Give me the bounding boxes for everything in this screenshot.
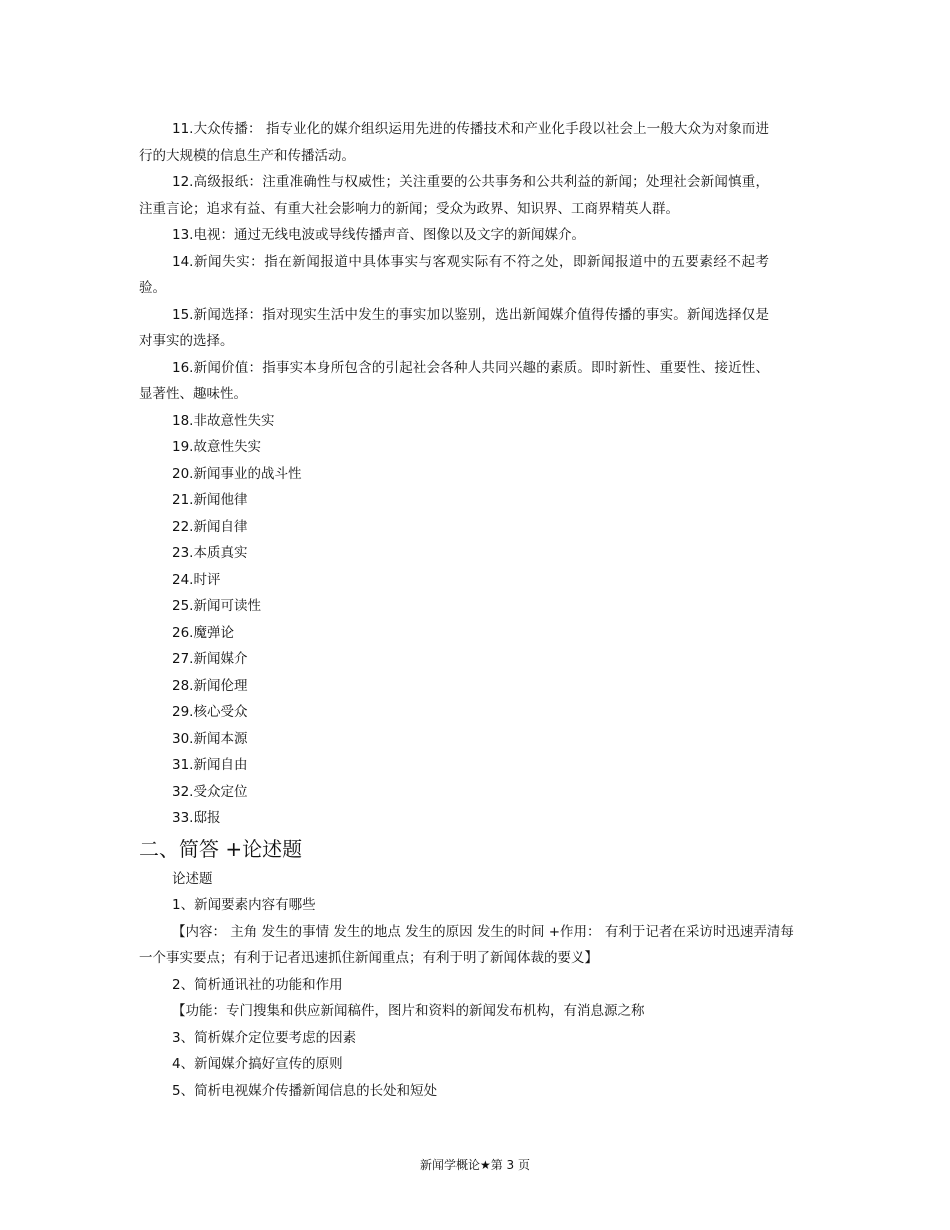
section-subheading: 论述题 bbox=[172, 870, 213, 887]
definition-text: 指对现实生活中发生的事实加以鉴别，选出新闻媒介值得传播的事实。新闻选择仅是对事实的选择。 bbox=[139, 306, 769, 349]
term-item: 26.魔弹论 bbox=[172, 624, 234, 641]
question-3: 3、简析媒介定位要考虑的因素 bbox=[172, 1029, 357, 1046]
term-item: 31.新闻自由 bbox=[172, 757, 248, 773]
definition-15 bbox=[139, 302, 769, 355]
term-item: 30.新闻本源 bbox=[172, 730, 248, 747]
definition-12 bbox=[139, 169, 769, 222]
question-4: 4、新闻媒介搞好宣传的原则 bbox=[172, 1056, 343, 1072]
definition-text: 指专业化的媒介组织运用先进的传播技术和产业化手段以社会上一般大众为对象而进行的大规模的信息生产和传播活动。 bbox=[139, 121, 769, 164]
term-item: 24.时评 bbox=[172, 571, 221, 588]
term-item: 28.新闻伦理 bbox=[172, 677, 248, 694]
definition-16 bbox=[139, 355, 769, 408]
term-item: 29.核心受众 bbox=[172, 704, 248, 720]
definition-text: 指在新闻报道中具体事实与客观实际有不符之处，即新闻报道中的五要素经不起考验。 bbox=[139, 253, 769, 296]
term-item: 33.邸报 bbox=[172, 810, 221, 826]
term-item: 23.本质真实 bbox=[172, 545, 248, 561]
definition-11 bbox=[139, 116, 769, 169]
definition-text: 通过无线电波或导线传播声音、图像以及文字的新闻媒介。 bbox=[233, 227, 585, 243]
definition-term: 13.电视： bbox=[172, 227, 234, 243]
question-1: 1、新闻要素内容有哪些 bbox=[172, 897, 316, 913]
definition-13 bbox=[139, 222, 769, 249]
definition-text: 指事实本身所包含的引起社会各种人共同兴趣的素质。即时新性、重要性、接近性、显著性、趣味性。 bbox=[139, 359, 769, 402]
definition-14 bbox=[139, 249, 769, 302]
section-heading: 二、简答 +论述题 bbox=[139, 836, 303, 861]
term-item: 22.新闻自律 bbox=[172, 518, 248, 535]
answer-2: 【功能：专门搜集和供应新闻稿件，图片和资料的新闻发布机构，有消息源之称 bbox=[172, 1003, 645, 1019]
page-footer: 新闻学概论★第 3 页 bbox=[419, 1158, 531, 1172]
question-2: 2、简析通讯社的功能和作用 bbox=[172, 976, 343, 993]
term-item: 27.新闻媒介 bbox=[172, 651, 248, 667]
definition-term: 16.新闻价值： bbox=[172, 359, 263, 376]
definition-term: 12.高级报纸： bbox=[172, 174, 263, 190]
term-item: 25.新闻可读性 bbox=[172, 598, 261, 614]
definition-term: 11.大众传播： bbox=[172, 121, 262, 137]
question-5: 5、简析电视媒介传播新闻信息的长处和短处 bbox=[172, 1082, 438, 1099]
definition-term: 15.新闻选择： bbox=[172, 306, 263, 323]
answer-1: 【内容： 主角 发生的事情 发生的地点 发生的原因 发生的时间 +作用： 有利于记者在采访时迅速弄清每一个事实要点；有利于记者迅速抓住新闻重点；有利于明了新闻体裁的要义】 bbox=[139, 923, 794, 966]
term-item: 21.新闻他律 bbox=[172, 492, 248, 508]
term-item: 20.新闻事业的战斗性 bbox=[172, 465, 302, 482]
definition-text: 注重准确性与权威性；关注重要的公共事务和公共利益的新闻；处理社会新闻慎重，注重言论；追求有益、有重大社会影响力的新闻；受众为政界、知识界、工商界精英人群。 bbox=[139, 174, 769, 217]
page-content bbox=[139, 116, 794, 1104]
definition-term: 14.新闻失实： bbox=[172, 253, 265, 270]
term-item: 32.受众定位 bbox=[172, 783, 248, 800]
term-item: 19.故意性失实 bbox=[172, 439, 261, 455]
term-item: 18.非故意性失实 bbox=[172, 412, 275, 429]
